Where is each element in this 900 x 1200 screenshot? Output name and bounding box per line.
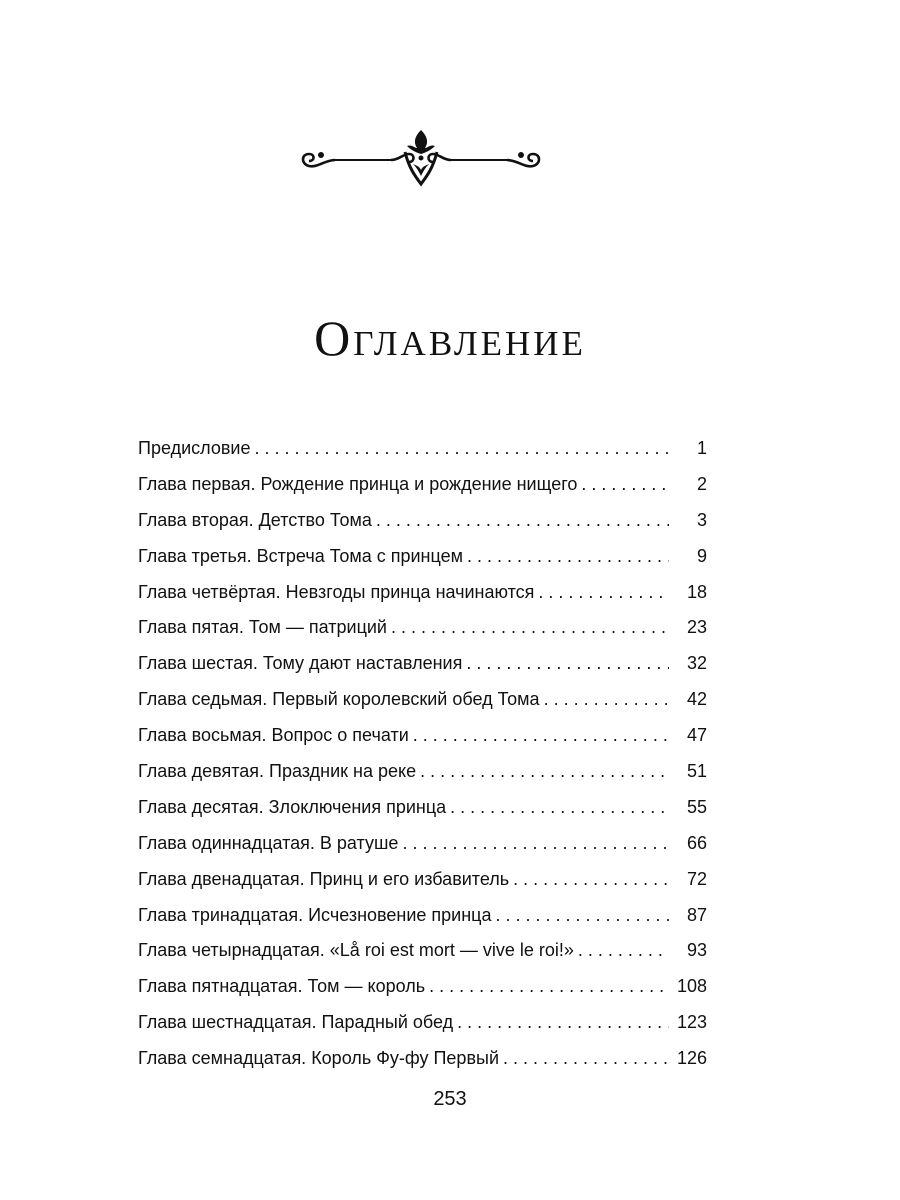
dot-leader: [457, 1005, 669, 1041]
dot-leader: [467, 539, 669, 575]
dot-leader: [578, 933, 669, 969]
toc-entry: [138, 862, 707, 898]
toc-entry: [138, 718, 707, 754]
toc-entry-title: Глава шестая. Тому дают наставления: [138, 653, 463, 674]
toc-entry-title: Глава шестнадцатая. Парадный обед: [138, 1012, 454, 1033]
toc-entry: [138, 503, 707, 539]
toc-entry-title: Глава первая. Рождение принца и рождение нищего: [138, 473, 578, 494]
toc-entry-title: Глава семнадцатая. Король Фу-фу Первый: [138, 1048, 499, 1069]
dot-leader: [420, 754, 669, 790]
toc-entry-title: Глава третья. Встреча Тома с принцем: [138, 545, 463, 566]
toc-entry-page: 55: [686, 796, 707, 817]
toc-entry: [138, 969, 707, 1005]
dot-leader: [391, 610, 669, 646]
toc-entry: [138, 431, 707, 467]
toc-entry-title: Глава пятая. Том — патриций: [138, 617, 387, 638]
toc-entry: [138, 539, 707, 575]
toc-entry-page: 51: [686, 761, 707, 782]
dot-leader: [538, 575, 669, 611]
toc-entry: [138, 467, 707, 503]
dot-leader: [466, 646, 669, 682]
dot-leader: [581, 467, 669, 503]
toc-entry-page: 42: [686, 689, 707, 710]
toc-entry-title: Глава десятая. Злоключения принца: [138, 796, 447, 817]
toc-entry-page: 47: [686, 725, 707, 746]
toc-entry-title: Глава девятая. Праздник на реке: [138, 761, 417, 782]
toc-entry: [138, 575, 707, 611]
toc-entry-page: 3: [696, 509, 707, 530]
dot-leader: [544, 682, 669, 718]
floral-divider-icon: [295, 128, 547, 190]
toc-entry: [138, 754, 707, 790]
toc-entry-title: Глава седьмая. Первый королевский обед Тома: [138, 689, 540, 710]
dot-leader: [429, 969, 669, 1005]
toc-entry: [138, 646, 707, 682]
table-of-contents: [138, 431, 707, 1077]
dot-leader: [503, 1041, 669, 1077]
toc-entry-page: 66: [686, 832, 707, 853]
toc-entry-page: 18: [686, 581, 707, 602]
toc-entry-title: Глава двенадцатая. Принц и его избавитель: [138, 868, 510, 889]
dot-leader: [254, 431, 669, 467]
toc-entry-title: Глава тринадцатая. Исчезновение принца: [138, 904, 492, 925]
toc-entry: [138, 1041, 707, 1077]
toc-entry-page: 93: [686, 940, 707, 961]
toc-entry-title: Предисловие: [138, 438, 251, 458]
toc-entry-page: 1: [696, 438, 707, 458]
toc-entry-page: 32: [686, 653, 707, 674]
toc-entry-title: Глава вторая. Детство Тома: [138, 509, 372, 530]
toc-entry-title: Глава одиннадцатая. В ратуше: [138, 832, 399, 853]
toc-entry: [138, 898, 707, 934]
toc-entry-page: 126: [676, 1048, 707, 1069]
toc-entry: [138, 682, 707, 718]
page-number: 253: [433, 1088, 467, 1110]
toc-entry-page: 123: [676, 1012, 707, 1033]
toc-entry-page: 72: [686, 868, 707, 889]
toc-entry-page: 23: [686, 617, 707, 638]
toc-entry: [138, 610, 707, 646]
toc-entry-page: 9: [696, 545, 707, 566]
dot-leader: [376, 503, 669, 539]
toc-entry-page: 108: [676, 976, 707, 997]
dot-leader: [513, 862, 669, 898]
toc-entry-page: 87: [686, 904, 707, 925]
dot-leader: [450, 790, 669, 826]
toc-entry: [138, 790, 707, 826]
dot-leader: [496, 898, 670, 934]
dot-leader: [413, 718, 669, 754]
toc-entry: [138, 826, 707, 862]
toc-entry-title: Глава пятнадцатая. Том — король: [138, 976, 426, 997]
toc-entry-title: Глава восьмая. Вопрос о печати: [138, 725, 409, 746]
toc-entry-title: Глава четырнадцатая. «Lå roi est mort — vive le roi!»: [138, 940, 574, 961]
toc-entry: [138, 1005, 707, 1041]
toc-entry-page: 2: [696, 473, 707, 494]
dot-leader: [402, 826, 669, 862]
toc-entry-title: Глава четвёртая. Невзгоды принца начинаются: [138, 581, 535, 602]
page-title: Оглавление: [314, 310, 586, 366]
toc-entry: [138, 933, 707, 969]
